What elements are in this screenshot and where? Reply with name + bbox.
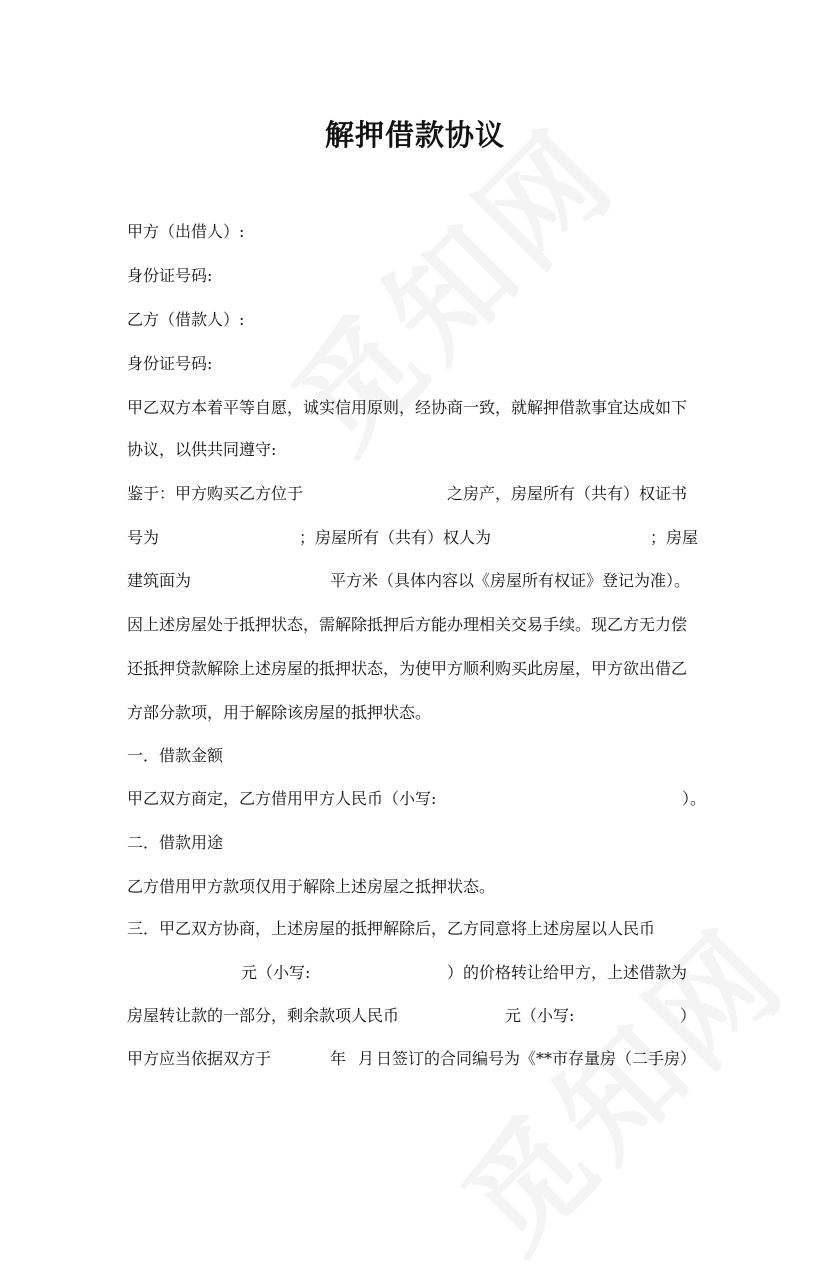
- section-1-heading: 一．借款金额: [127, 746, 224, 765]
- section-3-line-3b: 元（小写:: [505, 1006, 575, 1025]
- party-a-id-line: 身份证号码:: [127, 266, 213, 285]
- reason-line-2: 还抵押贷款解除上述房屋的抵押状态，为使甲方顺利购买此房屋，甲方欲出借乙: [127, 659, 688, 678]
- section-3-line-2a: 元（小写:: [241, 963, 311, 982]
- intro-line-2: 协议，以供共同遵守:: [127, 440, 277, 459]
- whereas-line1-a: 鉴于：甲方购买乙方位于: [127, 484, 304, 503]
- section-2-body: 乙方借用甲方款项仅用于解除上述房屋之抵押状态。: [127, 877, 496, 896]
- section-3-line-3a: 房屋转让款的一部分，剩余款项人民币: [127, 1006, 400, 1025]
- section-1-body-b: ）。: [682, 789, 707, 808]
- section-3-line-4c: 月: [358, 1049, 375, 1068]
- section-3-line-1: 三．甲乙双方协商，上述房屋的抵押解除后，乙方同意将上述房屋以人民币: [127, 919, 656, 938]
- whereas-line2-b: ；房屋所有（共有）权人为: [299, 528, 492, 547]
- party-b-id-line: 身份证号码:: [127, 354, 213, 373]
- section-3-line-4b: 年: [330, 1049, 347, 1068]
- section-3-line-2b: ）的价格转让给甲方，上述借款为: [447, 963, 688, 982]
- whereas-line2-a: 号为: [127, 528, 160, 547]
- whereas-line2-c: ；房屋: [650, 528, 699, 547]
- watermark-bottom: [420, 884, 817, 1281]
- section-3-line-4d: 日签订的合同编号为《**市存量房（二手房）: [376, 1049, 697, 1068]
- section-3-line-3c: ）: [680, 1006, 697, 1025]
- whereas-line3-b: 平方米（具体内容以《房屋所有权证》登记为准）。: [330, 571, 691, 590]
- document-title: 解押借款协议: [324, 118, 505, 152]
- section-1-body-a: 甲乙双方商定，乙方借用甲方人民币（小写:: [127, 789, 437, 808]
- party-b-line: 乙方（借款人）:: [127, 310, 245, 329]
- reason-line-3: 方部分款项，用于解除该房屋的抵押状态。: [127, 703, 432, 722]
- reason-line-1: 因上述房屋处于抵押状态，需解除抵押后方能办理相关交易手续。现乙方无力偿: [127, 615, 688, 634]
- section-3-line-4a: 甲方应当依据双方于: [127, 1049, 272, 1068]
- party-a-line: 甲方（出借人）:: [127, 222, 245, 241]
- whereas-line3-a: 建筑面为: [127, 571, 192, 590]
- intro-line-1: 甲乙双方本着平等自愿，诚实信用原则，经协商一致，就解押借款事宜达成如下: [127, 398, 688, 417]
- whereas-line1-b: 之房产，房屋所有（共有）权证书: [447, 484, 688, 503]
- section-2-heading: 二．借款用途: [127, 833, 224, 852]
